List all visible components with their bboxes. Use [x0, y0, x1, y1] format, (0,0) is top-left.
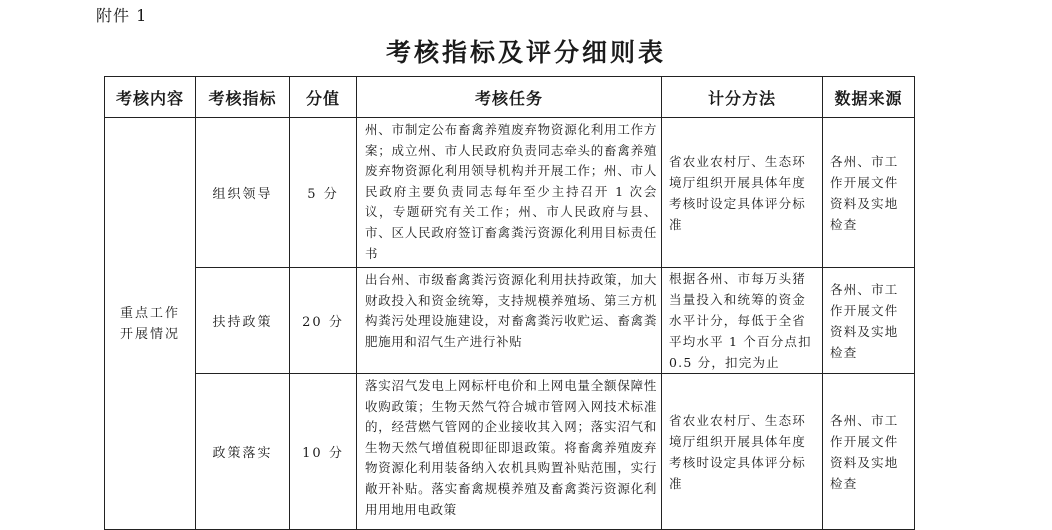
method-cell: 省农业农村厅、生态环境厅组织开展具体年度考核时设定具体评分标准 — [662, 118, 823, 268]
indicator-cell: 政策落实 — [196, 374, 290, 530]
table-row — [105, 268, 915, 374]
header-content: 考核内容 — [105, 77, 196, 118]
source-cell: 各州、市工作开展文件资料及实地检查 — [823, 118, 915, 268]
table-row — [105, 118, 915, 268]
task-cell: 州、市制定公布畜禽养殖废弃物资源化利用工作方案；成立州、市人民政府负责同志牵头的畜禽养殖废弃物资源化利用领导机构并开展工作；州、市人民政府主要负责同志每年至少主持召开 1 次会议，专题研究有关工作；州、市人民政府与县、市、区人民政府签订畜禽粪污资源化利用目标责任书 — [357, 118, 662, 268]
content-line-2: 开展情况 — [119, 326, 180, 342]
header-score: 分值 — [290, 77, 357, 118]
content-line-1: 重点工作 — [119, 305, 180, 321]
document-title: 考核指标及评分细则表 — [385, 38, 666, 67]
scoring-table — [104, 76, 915, 530]
source-cell: 各州、市工作开展文件资料及实地检查 — [823, 374, 915, 530]
header-indicator: 考核指标 — [196, 77, 290, 118]
score-cell: 10 分 — [290, 374, 357, 530]
content-cell — [105, 118, 196, 530]
table-header-row — [105, 77, 915, 118]
indicator-cell: 扶持政策 — [196, 268, 290, 374]
attachment-label: 附件 1 — [96, 6, 148, 25]
task-cell: 落实沼气发电上网标杆电价和上网电量全额保障性收购政策；生物天然气符合城市管网入网技术标准的，经营燃气管网的企业接收其入网；落实沼气和生物天然气增值税即征即退政策。将畜禽养殖废弃物资源化利用装备纳入农机具购置补贴范围，实行敞开补贴。落实畜禽规模养殖及畜禽粪污资源化利用用地用电政策 — [357, 374, 662, 530]
score-cell: 5 分 — [290, 118, 357, 268]
indicator-cell: 组织领导 — [196, 118, 290, 268]
method-cell: 省农业农村厅、生态环境厅组织开展具体年度考核时设定具体评分标准 — [662, 374, 823, 530]
header-method: 计分方法 — [662, 77, 823, 118]
score-cell: 20 分 — [290, 268, 357, 374]
table-row — [105, 374, 915, 530]
task-cell: 出台州、市级畜禽粪污资源化利用扶持政策，加大财政投入和资金统筹，支持规模养殖场、第三方机构粪污处理设施建设，对畜禽粪污收贮运、畜禽粪肥施用和沼气生产进行补贴 — [357, 268, 662, 374]
source-cell: 各州、市工作开展文件资料及实地检查 — [823, 268, 915, 374]
header-task: 考核任务 — [357, 77, 662, 118]
method-cell: 根据各州、市每万头猪当量投入和统筹的资金水平计分，每低于全省平均水平 1 个百分点扣 0.5 分，扣完为止 — [662, 268, 823, 374]
header-source: 数据来源 — [823, 77, 915, 118]
